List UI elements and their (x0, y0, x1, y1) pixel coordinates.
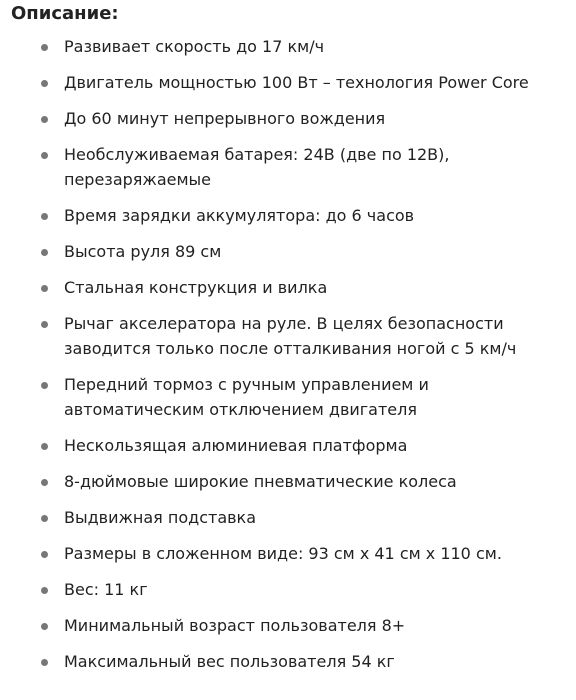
list-item (11, 106, 576, 131)
list-item-text: Максимальный вес пользователя 54 кг (64, 652, 395, 671)
list-item (11, 142, 576, 192)
bullet-icon (41, 551, 48, 558)
list-item-text: Нескользящая алюминиевая платформа (64, 436, 408, 455)
list-item (11, 613, 576, 638)
bullet-icon (41, 515, 48, 522)
list-item-text: Стальная конструкция и вилка (64, 278, 328, 297)
list-item-text: Передний тормоз с ручным управлением и автоматическим отключением двигателя (64, 375, 429, 419)
bullet-icon (41, 623, 48, 630)
list-item-text: Минимальный возраст пользователя 8+ (64, 616, 406, 635)
bullet-icon (41, 44, 48, 51)
list-item (11, 649, 576, 674)
list-item-text: Двигатель мощностью 100 Вт – технология Power Core (64, 73, 529, 92)
list-item-text: Вес: 11 кг (64, 580, 148, 599)
list-item-text: Высота руля 89 см (64, 242, 222, 261)
bullet-icon (41, 116, 48, 123)
bullet-icon (41, 321, 48, 328)
list-item (11, 433, 576, 458)
list-item-text: Время зарядки аккумулятора: до 6 часов (64, 206, 415, 225)
list-item (11, 505, 576, 530)
list-item-text: Размеры в сложенном виде: 93 см x 41 см x 110 см. (64, 544, 502, 563)
bullet-icon (41, 285, 48, 292)
list-item-text: До 60 минут непрерывного вождения (64, 109, 386, 128)
bullet-icon (41, 80, 48, 87)
list-item (11, 70, 576, 95)
list-item (11, 541, 576, 566)
list-item (11, 311, 576, 361)
list-item-text: Рычаг акселератора на руле. В целях безопасности заводится только после отталкивания ногой с 5 км/ч (64, 314, 517, 358)
bullet-icon (41, 587, 48, 594)
list-item (11, 275, 576, 300)
bullet-icon (41, 213, 48, 220)
bullet-icon (41, 479, 48, 486)
list-item-text: Выдвижная подставка (64, 508, 257, 527)
list-item (11, 372, 576, 422)
bullet-icon (41, 382, 48, 389)
spec-list (11, 34, 576, 674)
bullet-icon (41, 659, 48, 666)
list-item (11, 239, 576, 264)
list-item-text: Развивает скорость до 17 км/ч (64, 37, 325, 56)
list-item (11, 203, 576, 228)
bullet-icon (41, 443, 48, 450)
list-item (11, 34, 576, 59)
bullet-icon (41, 152, 48, 159)
list-item-text: Необслуживаемая батарея: 24В (две по 12В), перезаряжаемые (64, 145, 450, 189)
list-item-text: 8-дюймовые широкие пневматические колеса (64, 472, 457, 491)
bullet-icon (41, 249, 48, 256)
section-title: Описание: (11, 3, 119, 24)
list-item (11, 577, 576, 602)
list-item (11, 469, 576, 494)
